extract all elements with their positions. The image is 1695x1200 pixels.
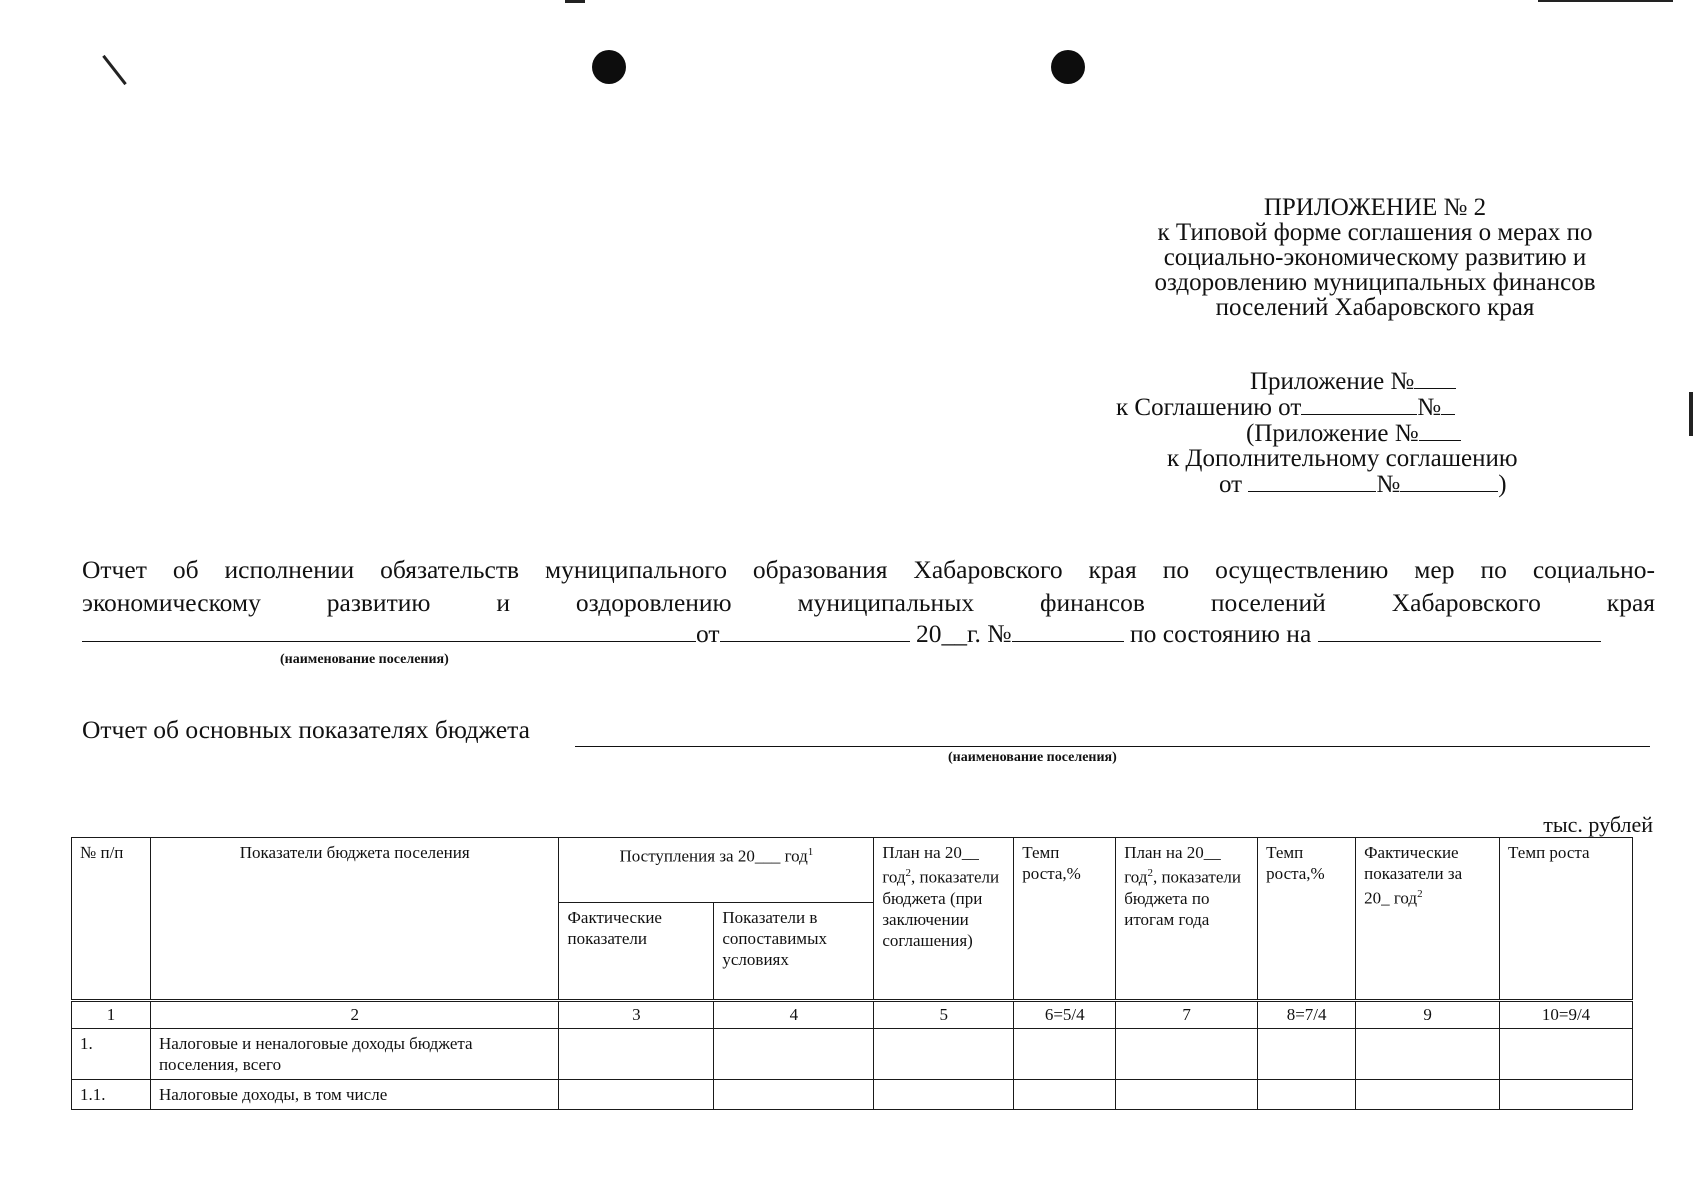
value-cell[interactable] — [1116, 1029, 1258, 1080]
punch-hole-mark — [592, 50, 626, 84]
appendix-header — [1115, 195, 1635, 320]
blank-field — [1419, 420, 1461, 441]
footnote-mark: 2 — [905, 867, 912, 879]
value-cell[interactable] — [1500, 1080, 1633, 1110]
row-number: 1.1. — [72, 1080, 151, 1110]
appendix-line: поселений Хабаровского края — [1215, 294, 1535, 321]
header-growth-1: Темп роста,% — [1014, 838, 1116, 1001]
header-plan-initial-rest: , показатели бюджета (при заключении соглашения) — [882, 867, 1000, 950]
header-plan-final-rest: , показатели бюджета по итогам года — [1124, 867, 1241, 929]
punch-hole-mark — [1051, 50, 1085, 84]
report-from-label: от — [696, 619, 720, 648]
header-receipts-label: Поступления за 20___ год — [619, 846, 808, 866]
budget-indicators-table — [71, 837, 1633, 1110]
header-receipts — [559, 838, 874, 903]
scan-mark — [1538, 0, 1673, 2]
report-title — [82, 553, 1655, 619]
value-cell[interactable] — [559, 1080, 714, 1110]
value-cell[interactable] — [714, 1080, 874, 1110]
agreement-number-sign: № — [1417, 394, 1442, 421]
table-row — [72, 1080, 1633, 1110]
appendix-line: оздоровлению муниципальных финансов — [1154, 269, 1596, 296]
report-year-label: 20__г. № — [915, 619, 1012, 648]
agreement-line: от — [1219, 471, 1243, 498]
blank-field — [1248, 471, 1376, 492]
value-cell[interactable] — [1258, 1080, 1356, 1110]
value-cell[interactable] — [874, 1080, 1014, 1110]
blank-field — [1400, 471, 1498, 492]
column-number: 10=9/4 — [1500, 1001, 1633, 1029]
agreement-number-sign: № — [1376, 471, 1401, 498]
footnote-mark: 2 — [1417, 888, 1423, 900]
header-comparable: Показатели в сопоставимых условиях — [714, 903, 874, 1001]
appendix-title: ПРИЛОЖЕНИЕ № 2 — [1263, 194, 1487, 221]
column-number: 9 — [1356, 1001, 1500, 1029]
value-cell[interactable] — [714, 1029, 874, 1080]
appendix-line: к Типовой форме соглашения о мерах по — [1157, 219, 1593, 246]
header-growth-2: Темп роста,% — [1258, 838, 1356, 1001]
agreement-line: (Приложение № — [1246, 420, 1419, 447]
blank-field — [1441, 394, 1455, 415]
header-fact-label: Фактические показатели за 20_ год — [1364, 843, 1463, 908]
column-number: 6=5/4 — [1014, 1001, 1116, 1029]
row-label: Налоговые и неналоговые доходы бюджета поселения, всего — [150, 1029, 559, 1080]
budget-report-title: Отчет об основных показателях бюджета — [82, 715, 530, 744]
value-cell[interactable] — [1356, 1029, 1500, 1080]
value-cell[interactable] — [1014, 1029, 1116, 1080]
column-number: 4 — [714, 1001, 874, 1029]
agreement-line: к Дополнительному соглашению — [1167, 445, 1518, 472]
header-plan-initial-label: План на 20__ год — [882, 843, 979, 887]
scan-mark — [102, 55, 127, 85]
header-plan-final-label: План на 20__ год — [1124, 843, 1221, 887]
header-plan-initial — [874, 838, 1014, 1001]
settlement-name-field — [82, 621, 696, 642]
header-indicator: Показатели бюджета поселения — [150, 838, 559, 1001]
agreement-reference — [1100, 368, 1620, 497]
value-cell[interactable] — [1258, 1029, 1356, 1080]
agreement-line: к Соглашению от — [1116, 394, 1302, 421]
header-num: № п/п — [72, 838, 151, 1001]
column-number: 7 — [1116, 1001, 1258, 1029]
appendix-line: социально-экономическому развитию и — [1163, 244, 1587, 271]
settlement-name-caption: (наименование поселения) — [948, 750, 1117, 765]
value-cell[interactable] — [1116, 1080, 1258, 1110]
report-title-line: Отчет об исполнении обязательств муниципального образования Хабаровского края по осуществлению мер по социально- — [82, 555, 1655, 584]
footnote-mark: 1 — [807, 846, 814, 858]
column-number: 3 — [559, 1001, 714, 1029]
blank-field — [1301, 394, 1417, 415]
header-growth-3: Темп роста — [1500, 838, 1633, 1001]
column-number: 1 — [72, 1001, 151, 1029]
row-number: 1. — [72, 1029, 151, 1080]
row-label: Налоговые доходы, в том числе — [150, 1080, 559, 1110]
column-number: 8=7/4 — [1258, 1001, 1356, 1029]
scan-mark — [565, 0, 585, 3]
number-field — [1012, 621, 1124, 642]
as-of-date-field — [1318, 621, 1601, 642]
table-row — [72, 1029, 1633, 1080]
date-field — [720, 621, 910, 642]
header-fact — [1356, 838, 1500, 1001]
report-title-line: экономическому развитию и оздоровлению муниципальных финансов поселений Хабаровского края — [82, 588, 1655, 617]
value-cell[interactable] — [874, 1029, 1014, 1080]
value-cell[interactable] — [1356, 1080, 1500, 1110]
blank-field — [1414, 368, 1456, 389]
column-number: 2 — [150, 1001, 559, 1029]
header-actual: Фактические показатели — [559, 903, 714, 1001]
column-number: 5 — [874, 1001, 1014, 1029]
report-fill-row — [82, 619, 1601, 649]
agreement-line: Приложение № — [1250, 368, 1415, 395]
units-label: тыс. рублей — [1543, 812, 1653, 837]
value-cell[interactable] — [1014, 1080, 1116, 1110]
value-cell[interactable] — [1500, 1029, 1633, 1080]
footnote-mark: 2 — [1147, 867, 1153, 879]
agreement-close: ) — [1498, 471, 1507, 498]
value-cell[interactable] — [559, 1029, 714, 1080]
column-number-row — [72, 1001, 1633, 1029]
header-plan-final — [1116, 838, 1258, 1001]
settlement-name-caption: (наименование поселения) — [280, 652, 449, 667]
report-as-of-label: по состоянию на — [1129, 619, 1312, 648]
settlement-name-field — [575, 746, 1650, 747]
